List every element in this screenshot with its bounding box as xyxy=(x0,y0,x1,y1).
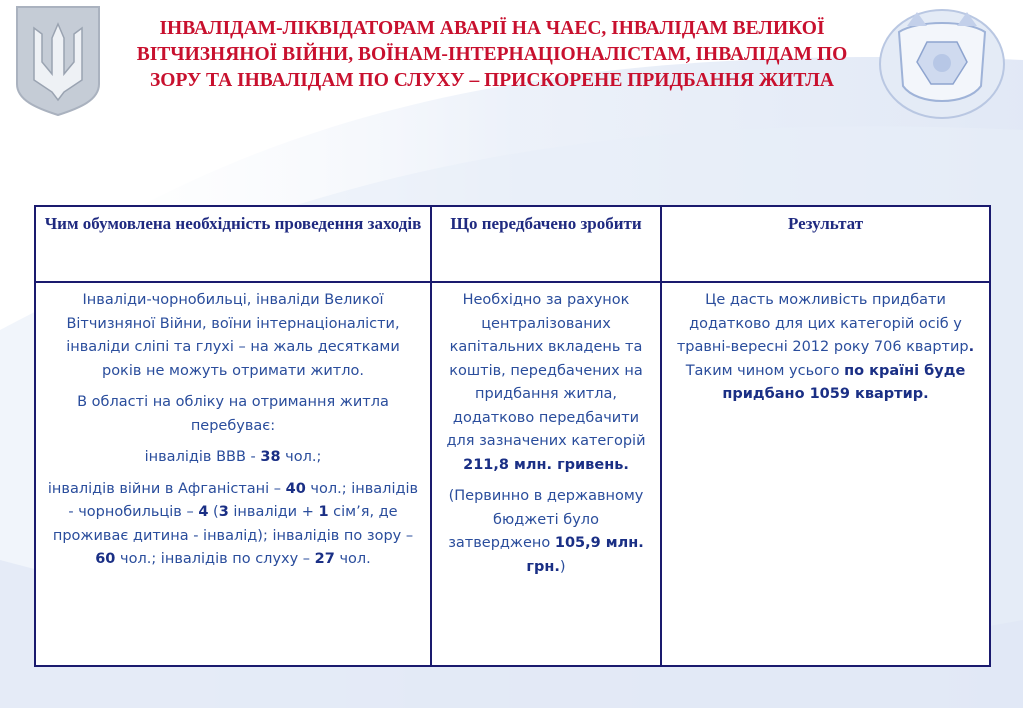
planned-funding: Необхідно за рахунок централізованих капітальних вкладень та коштів, передбачених на придбання житла, додатково передбачити для зазначених категорій 211,8 млн. гривень. xyxy=(446,292,646,473)
header-necessity: Чим обумовлена необхідність проведення заходів xyxy=(35,206,431,282)
measures-table xyxy=(34,205,991,667)
count-wwii: інвалідів ВВВ - 38 чол.; xyxy=(144,449,322,465)
necessity-text: Інваліди-чорнобильці, інваліди Великої Вітчизняної Війни, воїни інтернаціоналісти, інваліди сліпі та глухі – на жаль десятками років не можуть отримати житло. xyxy=(66,292,400,379)
cell-necessity xyxy=(35,282,431,666)
cell-result xyxy=(661,282,990,666)
result-text: Це дасть можливість придбати додатково для цих категорій осіб у травні-вересні 2012 року 706 квартир. Таким чином усього по країні буде придбано 1059 квартир. xyxy=(676,292,975,402)
cell-planned xyxy=(431,282,661,666)
count-others: інвалідів війни в Афганістані – 40 чол.; інвалідів - чорнобильців – 4 (3 інваліди + 1 сім’я, де проживає дитина - інвалід); інвалідів по зору – 60 чол.; інвалідів по слуху – 27 чол. xyxy=(47,480,419,567)
page-title: ІНВАЛІДАМ-ЛІКВІДАТОРАМ АВАРІЇ НА ЧАЕС, ІНВАЛІДАМ ВЕЛИКОЇ ВІТЧИЗНЯНОЇ ВІЙНИ, ВОЇНАМ-ІНТЕРНАЦІОНАЛІСТАМ, ІНВАЛІДАМ ПО ЗОРУ ТА ІНВАЛІДАМ ПО СЛУХУ – ПРИСКОРЕНЕ ПРИДБАННЯ ЖИТЛА xyxy=(136,18,848,91)
table-header-row xyxy=(35,206,990,282)
table-row xyxy=(35,282,990,666)
coat-of-arms-oblast-icon xyxy=(877,2,1007,122)
coat-of-arms-ukraine-icon xyxy=(14,4,102,118)
planned-initial-budget: (Первинно в державному бюджеті було затверджено 105,9 млн. грн.) xyxy=(448,488,644,575)
header-result: Результат xyxy=(661,206,990,282)
header-planned: Що передбачено зробити xyxy=(431,206,661,282)
registered-intro: В області на обліку на отримання житла перебуває: xyxy=(77,394,389,434)
